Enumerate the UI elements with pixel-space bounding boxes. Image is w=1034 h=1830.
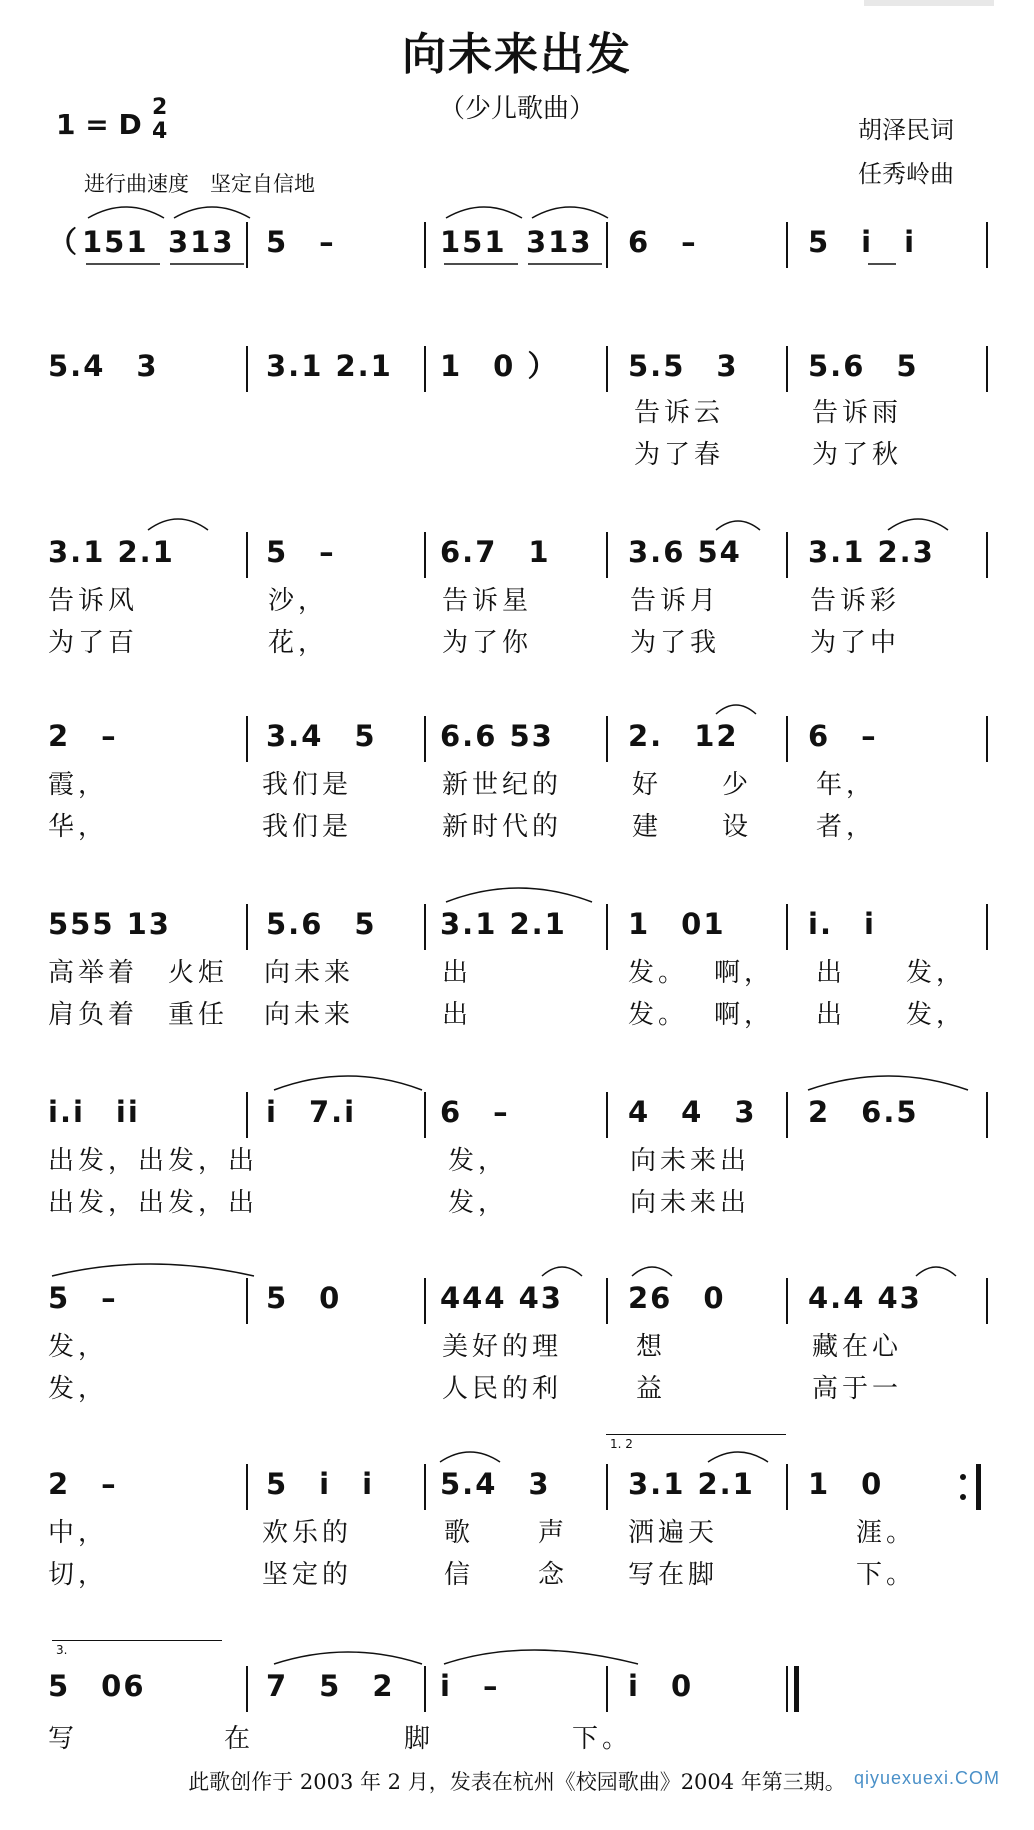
barline <box>986 222 988 268</box>
barline <box>424 716 426 762</box>
measure-notes: 5 – <box>266 535 336 569</box>
lyric: 沙， <box>268 586 329 616</box>
measure-notes: 1 01 <box>628 907 726 941</box>
barline <box>606 222 608 268</box>
measure-notes: 5.5 3 <box>628 349 739 383</box>
measure-notes: 1 0 ） <box>440 349 559 383</box>
lyric: 为了秋 <box>812 440 903 470</box>
lyric: 出 <box>442 1000 473 1030</box>
barline <box>246 1278 248 1324</box>
lyric: 告诉星 <box>442 586 533 616</box>
measure-notes: 26 0 <box>628 1281 726 1315</box>
measure-notes: 5.4 3 <box>440 1467 551 1501</box>
measure-notes: 5 i i <box>266 1467 375 1501</box>
barline <box>606 1666 608 1712</box>
lyric: 写 <box>48 1724 79 1754</box>
measure-notes: i 7.i <box>266 1095 357 1129</box>
lyric: 告诉雨 <box>812 398 903 428</box>
barline <box>786 1278 788 1324</box>
lyric: 为了春 <box>634 440 725 470</box>
composer-credit: 任秀岭曲 <box>858 160 954 188</box>
lyric: 年， <box>816 770 877 800</box>
measure-notes: 2. 12 <box>628 719 739 753</box>
barline <box>986 904 988 950</box>
lyric: 在 <box>224 1724 255 1754</box>
measure-notes: i – <box>440 1669 500 1703</box>
lyric: 出发，出发，出 <box>48 1188 259 1218</box>
lyric: 高于一 <box>812 1374 903 1404</box>
lyric: 发， <box>906 958 967 988</box>
measure-notes: 5.4 3 <box>48 349 159 383</box>
measure-notes: 5 06 <box>48 1669 146 1703</box>
barline <box>424 1278 426 1324</box>
barline <box>246 1464 248 1510</box>
time-signature-bottom: 4 <box>152 119 168 144</box>
lyric: 声 <box>538 1518 569 1548</box>
barline <box>424 346 426 392</box>
lyric: 为了你 <box>442 628 533 658</box>
lyric: 华， <box>48 812 109 842</box>
lyric: 好 <box>632 770 663 800</box>
barline <box>786 1464 788 1510</box>
score-system-7 <box>48 1278 988 1410</box>
measure-notes: 6.6 53 <box>440 719 554 753</box>
triplet-group: 151 <box>440 225 507 259</box>
measure-notes: 3.4 5 <box>266 719 377 753</box>
measure-notes: 3.1 2.3 <box>808 535 935 569</box>
score-system-3 <box>48 532 988 664</box>
watermark: qiyuexuexi.COM <box>853 1768 1000 1788</box>
barline <box>424 1092 426 1138</box>
lyric: 发， <box>48 1332 109 1362</box>
barline <box>786 904 788 950</box>
score-system-2 <box>48 346 988 476</box>
paren-open: （ <box>48 225 80 259</box>
time-signature <box>152 96 167 144</box>
song-title: 向未来出发 <box>402 29 632 80</box>
measure-notes: 3.1 2.1 <box>440 907 567 941</box>
lyric: 发， <box>448 1188 509 1218</box>
lyric: 向未来 <box>264 1000 355 1030</box>
lyric-row-verse-2 <box>48 1368 988 1410</box>
barline <box>986 716 988 762</box>
barline <box>246 222 248 268</box>
tempo-marking: 进行曲速度 坚定自信地 <box>84 172 315 196</box>
lyric: 为了我 <box>630 628 721 658</box>
lyric: 美好的理 <box>442 1332 563 1362</box>
lyric-row-verse-2 <box>48 434 988 476</box>
measure-notes: 6.7 1 <box>440 535 551 569</box>
lyric-row-verse-2 <box>48 994 988 1036</box>
barline <box>246 1092 248 1138</box>
lyric: 向未来 <box>264 958 355 988</box>
lyric: 啊， <box>714 1000 775 1030</box>
lyric: 为了中 <box>810 628 901 658</box>
lyric: 出 <box>816 958 847 988</box>
lyric: 藏在心 <box>812 1332 903 1362</box>
lyric: 切， <box>48 1560 109 1590</box>
measure-notes: 3.6 54 <box>628 535 742 569</box>
barline <box>986 346 988 392</box>
lyric: 出 <box>816 1000 847 1030</box>
measure-notes: 6 – <box>628 225 698 259</box>
measure-notes: 4 4 3 <box>628 1095 757 1129</box>
notation-row <box>48 1464 988 1508</box>
barline <box>606 1092 608 1138</box>
lyric: 为了百 <box>48 628 139 658</box>
lyric: 少 <box>722 770 753 800</box>
lyric-row-verse-1 <box>48 764 988 806</box>
lyric: 歌 <box>444 1518 475 1548</box>
barline <box>786 532 788 578</box>
lyric-row-verse-2 <box>48 806 988 848</box>
measure-notes: 2 – <box>48 719 118 753</box>
lyric: 告诉云 <box>634 398 725 428</box>
measure-notes: i. i <box>808 907 876 941</box>
measure-notes: 4.4 43 <box>808 1281 922 1315</box>
notation-row <box>48 716 988 760</box>
measure-notes: i 0 <box>628 1669 694 1703</box>
triplet-group: 313 <box>168 225 235 259</box>
barline <box>424 532 426 578</box>
notation-row <box>48 222 988 266</box>
measure-notes: 6 – <box>808 719 878 753</box>
barline <box>246 716 248 762</box>
barline <box>986 1278 988 1324</box>
score-system-8 <box>48 1464 988 1596</box>
lyric: 发， <box>448 1146 509 1176</box>
measure-notes: 5 – <box>266 225 336 259</box>
lyric: 下。 <box>572 1724 633 1754</box>
lyric: 设 <box>722 812 753 842</box>
measure-notes: 5 – <box>48 1281 118 1315</box>
lyric: 发。 <box>628 1000 689 1030</box>
barline <box>786 1666 788 1712</box>
lyric: 想 <box>636 1332 667 1362</box>
lyric: 建 <box>632 812 663 842</box>
barline <box>786 222 788 268</box>
lyric: 新时代的 <box>442 812 563 842</box>
lyric-row-verse-1 <box>48 392 988 434</box>
barline <box>424 1666 426 1712</box>
measure-notes: 2 – <box>48 1467 118 1501</box>
lyric: 我们是 <box>262 812 353 842</box>
lyric: 信 <box>444 1560 475 1590</box>
repeat-barline <box>976 1464 981 1510</box>
measure-notes: 1 0 <box>808 1467 884 1501</box>
score-system-9 <box>48 1666 988 1710</box>
measure-notes: 5 0 <box>266 1281 342 1315</box>
barline <box>424 222 426 268</box>
score-system-4 <box>48 716 988 848</box>
lyric-row-verse-2 <box>48 1182 988 1224</box>
score-system-5 <box>48 904 988 1036</box>
lyric-row-final <box>48 1718 988 1758</box>
barline <box>986 1092 988 1138</box>
barline <box>986 532 988 578</box>
lyric-row-verse-2 <box>48 622 988 664</box>
measure-notes: 5.6 5 <box>808 349 919 383</box>
score-system-6 <box>48 1092 988 1224</box>
barline <box>786 346 788 392</box>
lyric: 火炬 <box>168 958 229 988</box>
lyric-row-verse-2 <box>48 1554 988 1596</box>
lyric: 脚 <box>404 1724 435 1754</box>
song-subtitle: （少儿歌曲） <box>438 94 595 124</box>
lyric: 向未来出 <box>630 1188 751 1218</box>
measure-notes: 444 43 <box>440 1281 563 1315</box>
measure-notes: 6 – <box>440 1095 510 1129</box>
time-signature-top: 2 <box>152 95 168 120</box>
measure-notes: 2 6.5 <box>808 1095 919 1129</box>
measure-notes: 3.1 2.1 <box>266 349 393 383</box>
lyric: 向未来出 <box>630 1146 751 1176</box>
volta-label: 3. <box>56 1643 68 1657</box>
lyric: 坚定的 <box>262 1560 353 1590</box>
lyric: 肩负着 <box>48 1000 139 1030</box>
triplet-group: 313 <box>526 225 593 259</box>
lyric: 发。 <box>628 958 689 988</box>
notation-row <box>48 1092 988 1136</box>
lyric: 告诉月 <box>630 586 721 616</box>
lyric: 洒遍天 <box>628 1518 719 1548</box>
volta-bracket-3 <box>52 1640 222 1655</box>
lyric: 告诉彩 <box>810 586 901 616</box>
lyric: 霞， <box>48 770 109 800</box>
lyric: 念 <box>538 1560 569 1590</box>
lyric: 发， <box>906 1000 967 1030</box>
lyric: 重任 <box>168 1000 229 1030</box>
repeat-dots <box>960 1470 968 1514</box>
notation-row <box>48 904 988 948</box>
barline <box>786 1092 788 1138</box>
lyric: 新世纪的 <box>442 770 563 800</box>
lyric: 人民的利 <box>442 1374 563 1404</box>
barline <box>424 1464 426 1510</box>
measure-notes: i.i ii <box>48 1095 140 1129</box>
lyric: 益 <box>636 1374 667 1404</box>
lyric: 者， <box>816 812 877 842</box>
lyric-row-verse-1 <box>48 1140 988 1182</box>
notation-row <box>48 346 988 390</box>
lyric: 下。 <box>856 1560 917 1590</box>
lyric-row-verse-1 <box>48 580 988 622</box>
measure-notes: 3.1 2.1 <box>48 535 175 569</box>
barline <box>424 904 426 950</box>
lyric: 花， <box>268 628 329 658</box>
barline <box>786 716 788 762</box>
notation-row <box>48 1278 988 1322</box>
volta-label: 1. 2 <box>610 1437 633 1451</box>
lyric: 涯。 <box>856 1518 917 1548</box>
lyric: 发， <box>48 1374 109 1404</box>
lyric: 中， <box>48 1518 109 1548</box>
lyric-row-verse-1 <box>48 1512 988 1554</box>
measure-notes: 5.6 5 <box>266 907 377 941</box>
lyric: 欢乐的 <box>262 1518 353 1548</box>
slur-marks <box>48 1666 988 1726</box>
lyric-row-verse-1 <box>48 952 988 994</box>
lyric-row-verse-1 <box>48 1326 988 1368</box>
lyric: 告诉风 <box>48 586 139 616</box>
lyric: 出发，出发，出 <box>48 1146 259 1176</box>
key-signature: 1 = D <box>56 108 142 141</box>
barline <box>606 716 608 762</box>
barline <box>246 1666 248 1712</box>
triplet-group: 151 <box>82 225 149 259</box>
footnote: 此歌创作于 2003 年 2 月，发表在杭州《校园歌曲》2004 年第三期。 <box>188 1770 846 1794</box>
barline <box>606 904 608 950</box>
lyric: 我们是 <box>262 770 353 800</box>
barline <box>606 346 608 392</box>
notation-row <box>48 532 988 576</box>
top-corner-mark <box>864 0 994 6</box>
lyric: 啊， <box>714 958 775 988</box>
measure-notes: 7 5 2 <box>266 1669 395 1703</box>
lyricist-credit: 胡泽民词 <box>858 116 954 144</box>
barline <box>246 904 248 950</box>
lyric: 出 <box>442 958 473 988</box>
measure-notes: 3.1 2.1 <box>628 1467 755 1501</box>
final-barline <box>794 1666 799 1712</box>
barline <box>606 1464 608 1510</box>
barline <box>246 346 248 392</box>
barline <box>606 532 608 578</box>
measure-notes: 555 13 <box>48 907 171 941</box>
lyric: 高举着 <box>48 958 139 988</box>
volta-bracket-1-2 <box>606 1434 786 1449</box>
barline <box>606 1278 608 1324</box>
notation-row <box>48 1666 988 1710</box>
score-system-1 <box>48 222 988 266</box>
barline <box>246 532 248 578</box>
measure-notes: 5 i i <box>808 225 917 259</box>
lyric: 写在脚 <box>628 1560 719 1590</box>
